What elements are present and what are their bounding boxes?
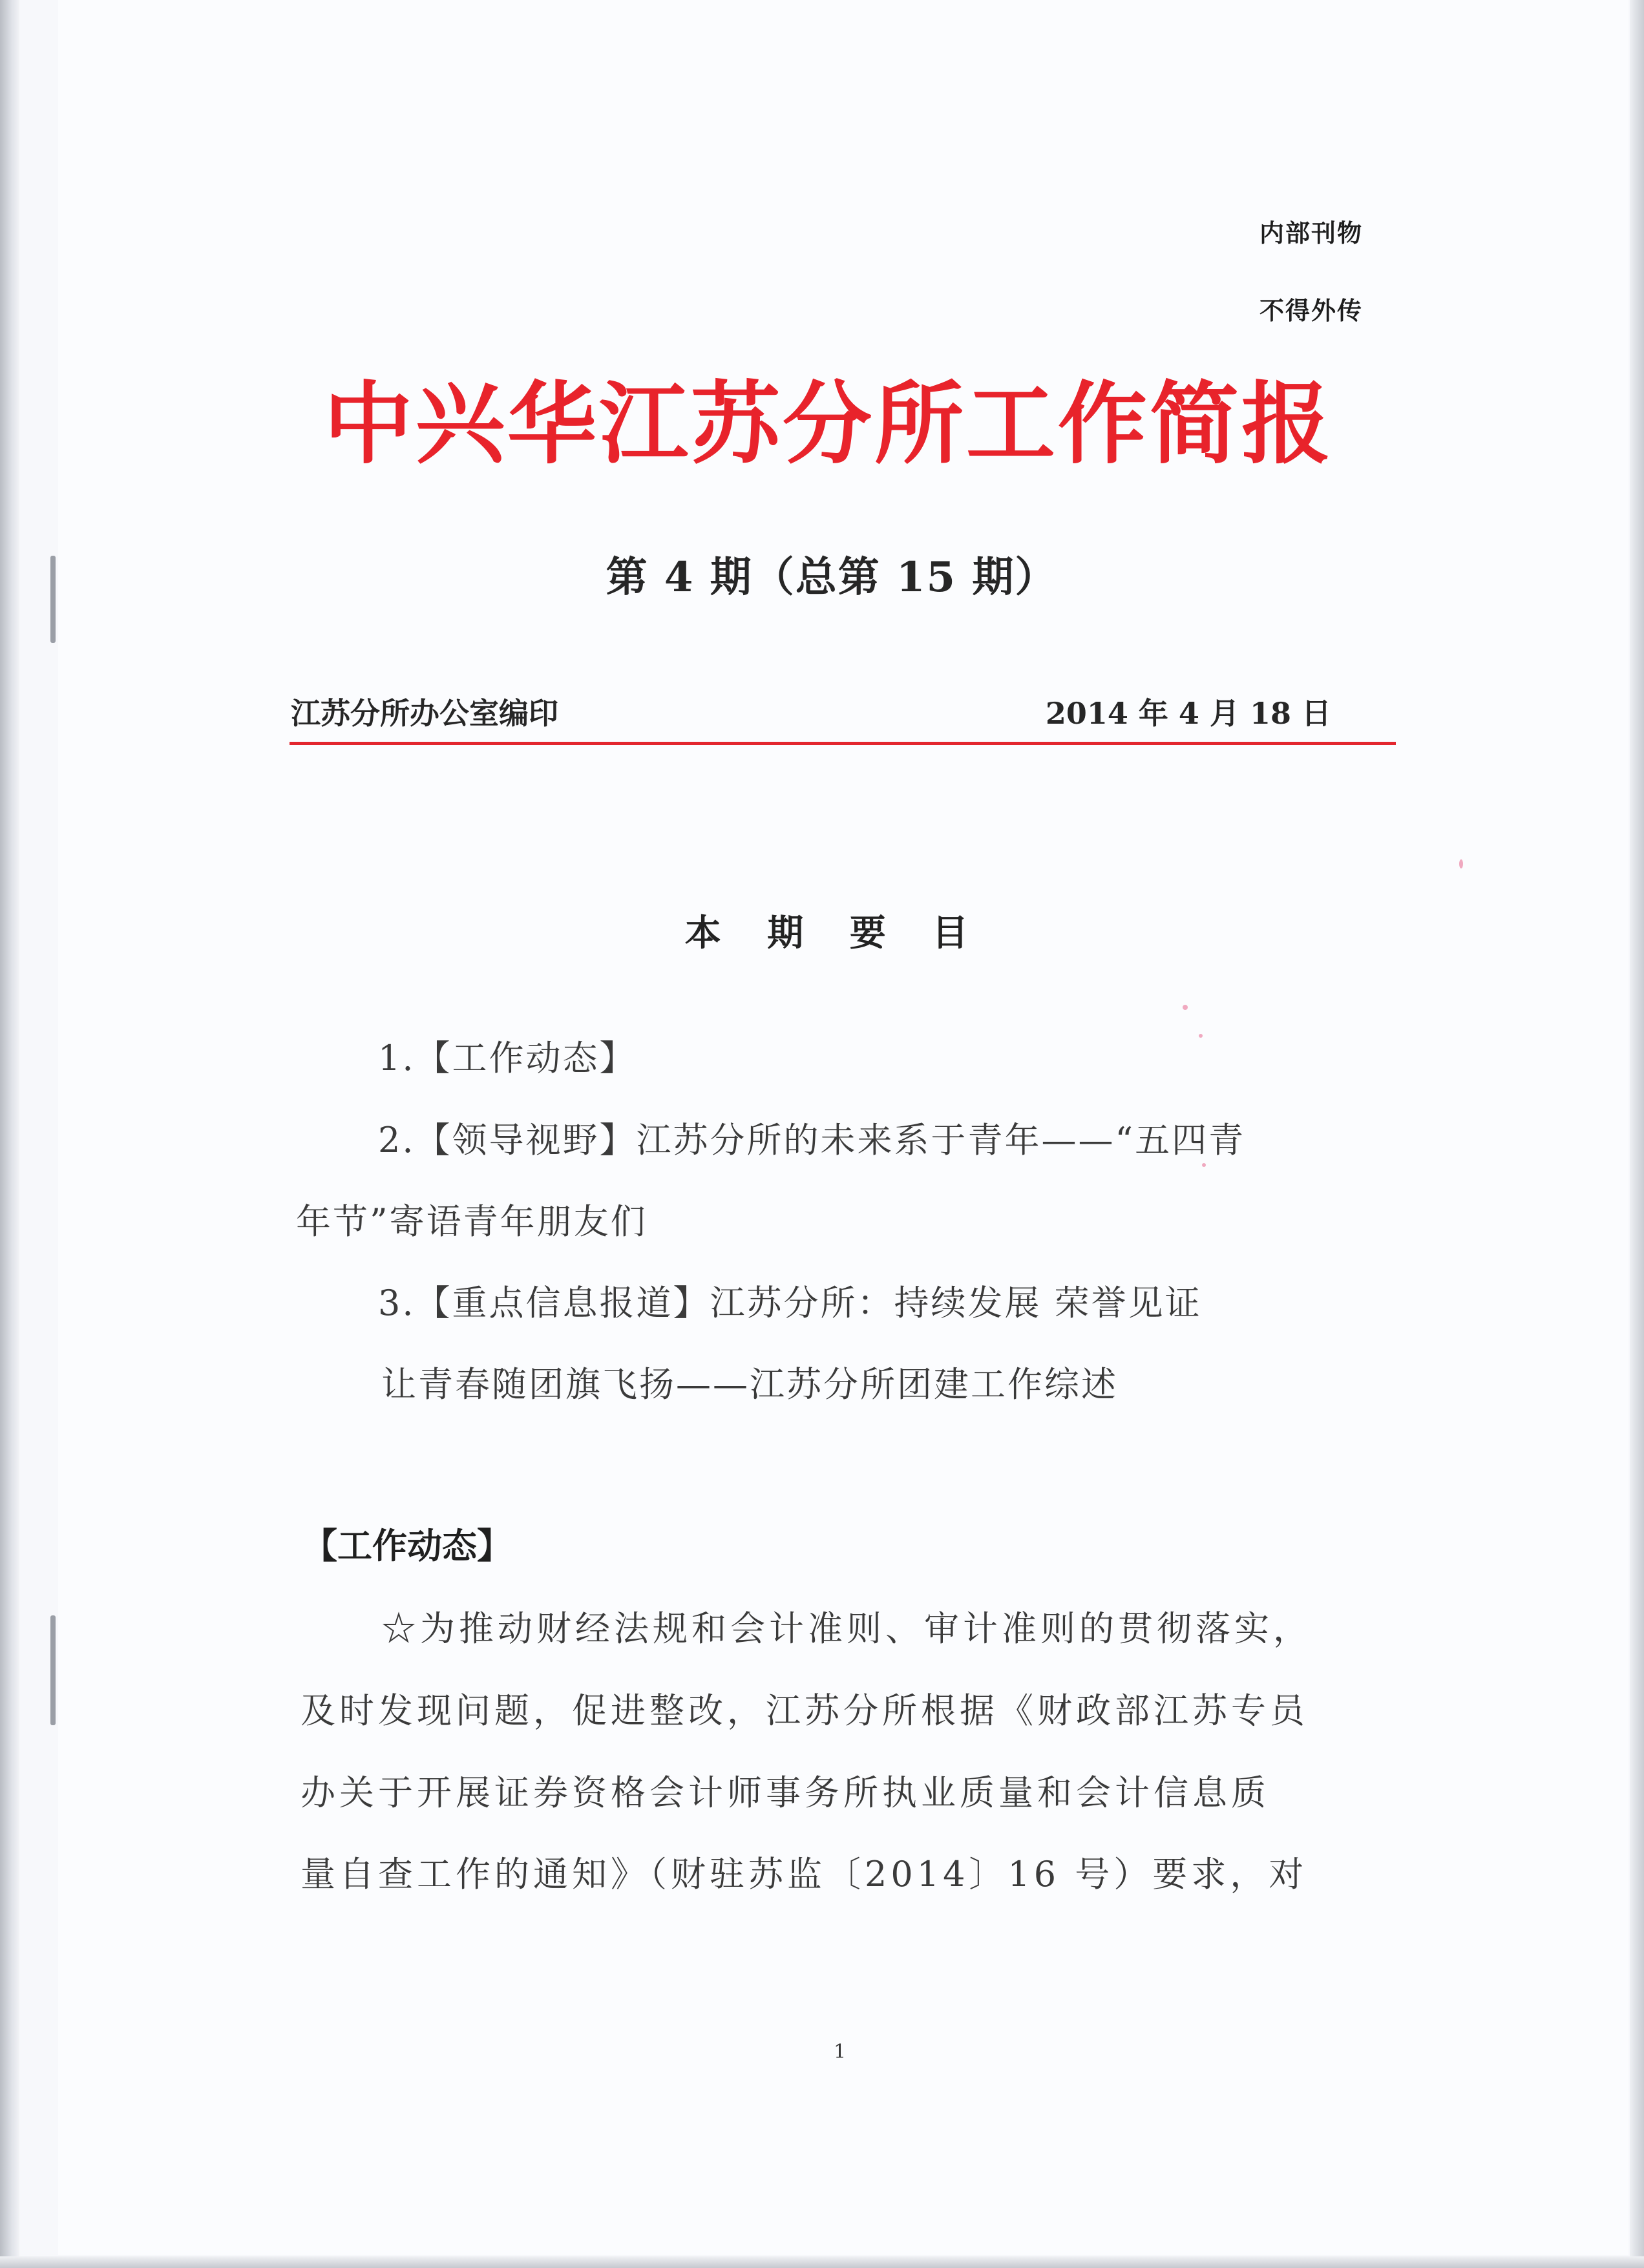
paragraph-line: 及时发现问题，促进整改，江苏分所根据《财政部江苏专员 [300,1690,1309,1731]
toc-item-continuation: 让青春随团旗飞扬——江苏分所团建工作综述 [381,1364,1118,1405]
page-number: 1 [834,2041,847,2063]
paragraph-line: ☆为推动财经法规和会计准则、审计准则的贯彻落实， [381,1608,1312,1649]
binding-staple-mark [50,1615,56,1725]
scan-edge-left [0,0,19,2268]
internal-publication-label: 内部刊物 [1259,219,1363,247]
newsletter-title: 中兴华江苏分所工作简报 [323,372,1333,476]
toc-item: 2.【领导视野】江苏分所的未来系于青年——“五四青 [378,1120,1246,1160]
toc-heading: 本 期 要 目 [684,912,985,954]
toc-item: 3.【重点信息报道】江苏分所：持续发展 荣誉见证 [378,1283,1202,1323]
issue-number: 第 4 期（总第 15 期） [606,553,1058,602]
toc-item-continuation: 年节”寄语青年朋友们 [296,1201,648,1242]
red-divider [290,742,1396,745]
scan-speck [1459,859,1463,868]
section-heading: 【工作动态】 [302,1526,512,1566]
publication-date: 2014 年 4 月 18 日 [1045,696,1331,731]
scan-edge-bottom [0,2256,1644,2268]
scan-edge-right [1630,0,1644,2268]
scan-speck [1183,1005,1188,1010]
editor-label: 江苏分所办公室编印 [291,696,558,731]
publication-info-row [291,690,1396,735]
toc-item: 1.【工作动态】 [378,1038,637,1078]
paragraph-line: 办关于开展证券资格会计师事务所执业质量和会计信息质 [300,1772,1270,1813]
scan-speck [1202,1163,1206,1167]
confidential-label: 不得外传 [1259,297,1363,325]
paragraph-line: 量自查工作的通知》（财驻苏监〔2014〕16 号）要求，对 [300,1854,1308,1895]
scan-speck [1199,1034,1203,1038]
